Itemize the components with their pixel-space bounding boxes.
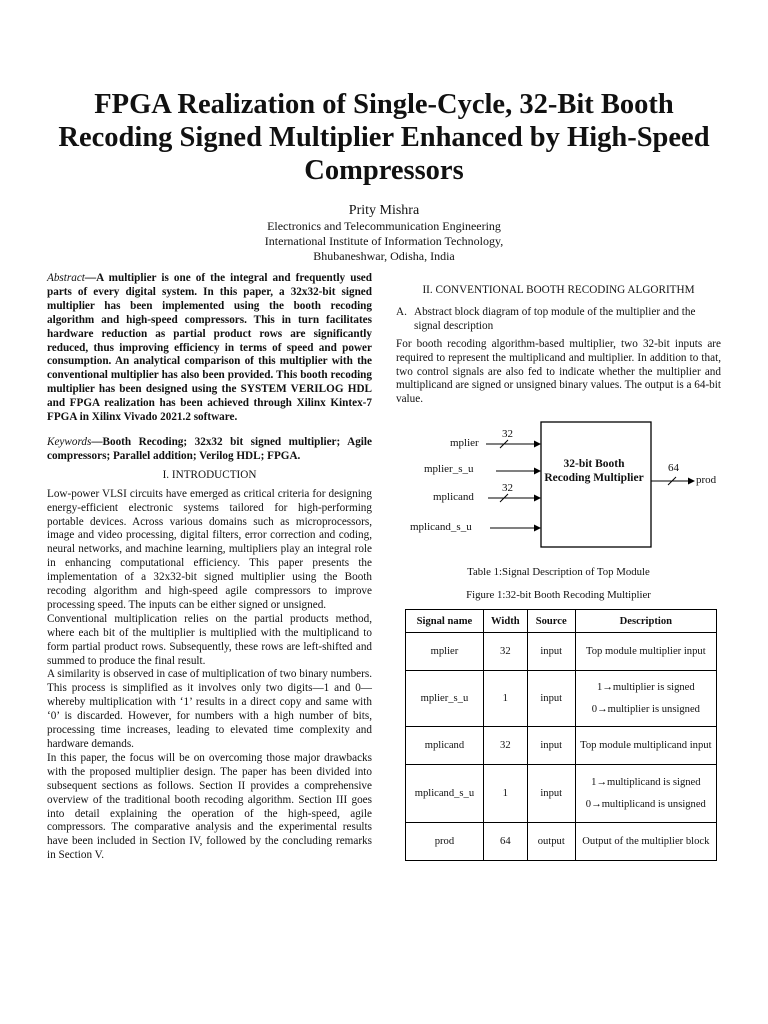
column-header: Source <box>527 610 575 633</box>
abstract <box>47 272 372 425</box>
subsection-title: Abstract block diagram of top module of the multiplier and the signal description <box>414 305 696 332</box>
block-label: 32-bit Booth Recoding Multiplier <box>544 458 644 485</box>
right-column <box>396 284 721 861</box>
subsection-heading <box>396 306 721 334</box>
source-cell: input <box>527 765 575 823</box>
table-row <box>406 765 717 823</box>
width-cell: 32 <box>483 727 527 765</box>
section-heading-booth: II. CONVENTIONAL BOOTH RECODING ALGORITHM <box>422 284 695 296</box>
left-column <box>47 272 372 863</box>
source-cell: input <box>527 671 575 727</box>
table-row <box>406 823 717 861</box>
description-line: Top module multiplier input <box>586 646 706 658</box>
table-row <box>406 727 717 765</box>
description-line: 1→multiplier is signed <box>596 682 695 694</box>
abstract-label: Abstract <box>47 272 85 284</box>
source-cell: output <box>527 823 575 861</box>
section-heading-introduction: I. INTRODUCTION <box>162 468 257 481</box>
signal-table <box>405 609 717 861</box>
input-label-mplier-s-u: mplier_s_u <box>424 463 474 476</box>
author-affiliation <box>0 219 768 264</box>
table-caption: Table 1:Signal Description of Top Module <box>467 566 650 579</box>
figure-caption: Figure 1:32-bit Booth Recoding Multiplier <box>466 589 651 602</box>
signal-name-cell: mplier_s_u <box>406 671 484 727</box>
input-width-mplicand: 32 <box>502 482 513 495</box>
output-label-prod: prod <box>696 474 717 487</box>
affiliation-line: Bhubaneshwar, Odisha, India <box>313 249 455 263</box>
input-width-mplier: 32 <box>502 428 513 441</box>
output-width-prod: 64 <box>668 462 679 475</box>
input-label-mplier: mplier <box>450 437 479 450</box>
intro-paragraph: A similarity is observed in case of multiplication of two binary numbers. This process is simplified as it involves only two digits—1 and 0—whereby multiplication with ‘1’ results in a direct copy and same with ‘0’ is discarded. However, for numbers with a high number of bits, processing time increases, leading to elevated time complexity and hardware demands. <box>47 668 372 750</box>
description-line: Output of the multiplier block <box>582 836 710 848</box>
keywords-text: —Booth Recoding; 32x32 bit signed multiplier; Agile compressors; Parallel addition; Verilog HDL; FPGA. <box>47 435 372 462</box>
abstract-text: —A multiplier is one of the integral and frequently used parts of every digital system. In this paper, a 32x32-bit signed multiplier has been implemented using the booth recoding algorithm and high-speed compressors. This in turn facilitates hardware reduction as partial product rows are significantly reduced, thus improving efficiency in terms of speed and power consumption. An analytical comparison of this multiplier with the conventional multiplier has also been provided. This booth recoding multiplier has been designed using the SYSTEM VERILOG HDL and FPGA realization has been achieved through Xilinx Kintex-7 FPGA in Xilinx Vivado 2021.2 software. <box>47 272 372 424</box>
section2-paragraph: For booth recoding algorithm-based multiplier, two 32-bit inputs are required to represent the multiplicand and multiplier. In addition to that, two control signals are also fed to indicate whether the multiplier and multiplicand are signed or unsigned binary values. The output is a 64-bit value. <box>396 337 721 406</box>
signal-name-cell: mplicand <box>406 727 484 765</box>
block-diagram-svg <box>396 415 721 560</box>
source-cell: input <box>527 633 575 671</box>
column-header: Description <box>575 610 716 633</box>
description-cell <box>575 727 716 765</box>
input-label-mplicand: mplicand <box>433 491 474 504</box>
affiliation-line: International Institute of Information Technology, <box>264 234 504 248</box>
paper-title: FPGA Realization of Single-Cycle, 32-Bit Booth Recoding Signed Multiplier Enhanced by High-Speed Compressors <box>58 89 710 186</box>
table-header-row <box>406 610 717 633</box>
table-row <box>406 633 717 671</box>
description-cell <box>575 633 716 671</box>
width-cell: 1 <box>483 765 527 823</box>
description-cell <box>575 671 716 727</box>
signal-name-cell: mplier <box>406 633 484 671</box>
description-line: 1→multiplicand is signed <box>591 777 701 789</box>
affiliation-line: Electronics and Telecommunication Engineering <box>267 219 501 233</box>
signal-name-cell: prod <box>406 823 484 861</box>
source-cell: input <box>527 727 575 765</box>
description-line: Top module multiplicand input <box>580 740 712 752</box>
keywords-label: Keywords <box>47 435 92 448</box>
description-line: 0→multiplicand is unsigned <box>585 799 706 811</box>
block-diagram <box>396 415 721 560</box>
description-cell <box>575 823 716 861</box>
author-name: Prity Mishra <box>348 203 420 218</box>
signal-name-cell: mplicand_s_u <box>406 765 484 823</box>
intro-paragraph: In this paper, the focus will be on overcoming those major drawbacks with the proposed multiplier design. The paper has been divided into subsequent sections as follows. Section II provides a comprehensive overview of the traditional booth recoding algorithm. Section III goes into detail explaining the operation of the high-speed, agile compressors. The comparative analysis and the experimental results have been included in Section IV, followed by the concluding remarks in Section V. <box>47 751 372 862</box>
description-line: 0→multiplier is unsigned <box>591 704 700 716</box>
width-cell: 1 <box>483 671 527 727</box>
width-cell: 32 <box>483 633 527 671</box>
description-cell <box>575 765 716 823</box>
intro-paragraph: Conventional multiplication relies on the partial products method, where each bit of the multiplier is multiplied with the multiplicand to form partial product rows. Subsequently, these rows are left-shifted and summed to produce the final result. <box>47 612 372 667</box>
column-header: Signal name <box>406 610 484 633</box>
keywords <box>47 436 372 464</box>
intro-paragraph: Low-power VLSI circuits have emerged as critical criteria for designing energy-efficient electronic systems tailored for high-performing portable devices. Across various domains such as microprocessors, image and video processing, digital filters, error correction and coding, neural networks, and machine learning, multipliers play an integral role in enhancing computational efficiency. This paper presents the implementation of a 32x32-bit signed multiplier using the Booth recoding algorithm and high-speed agile compressors to improve processing speed. The inputs can be either signed or unsigned. <box>47 487 372 611</box>
column-header: Width <box>483 610 527 633</box>
table-row <box>406 671 717 727</box>
subsection-label: A. <box>396 305 407 318</box>
width-cell: 64 <box>483 823 527 861</box>
input-label-mplicand-s-u: mplicand_s_u <box>410 521 472 534</box>
